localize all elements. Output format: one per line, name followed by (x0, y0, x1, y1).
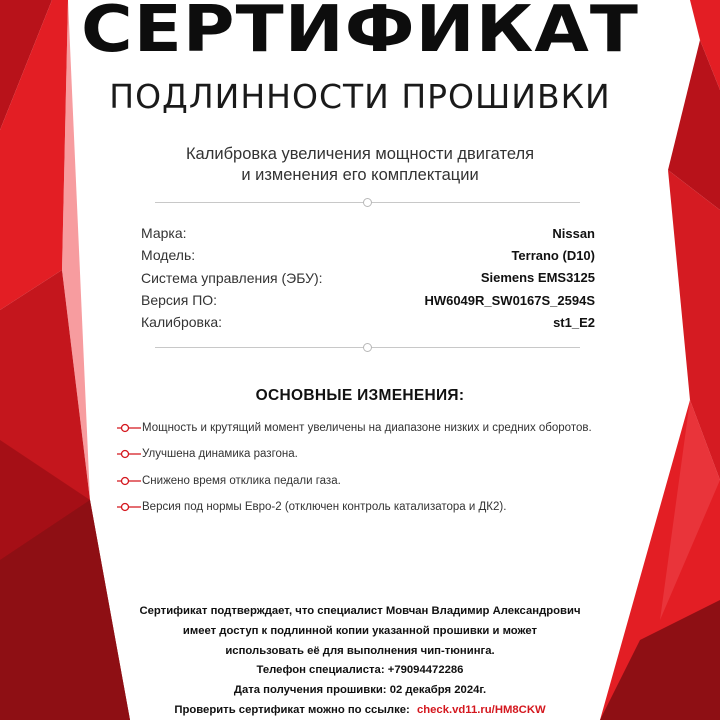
spec-value: Siemens EMS3125 (480, 270, 595, 286)
spec-label: Модель: (141, 247, 196, 264)
bullet-icon (116, 475, 142, 487)
list-item (116, 468, 676, 494)
bullet-icon (116, 501, 142, 513)
changes-title: ОСНОВНЫЕ ИЗМЕНЕНИЯ: (255, 387, 465, 404)
certificate-footer (0, 602, 720, 720)
footer-date: Дата получения прошивки: 02 декабря 2024г. (233, 684, 487, 697)
bullet-icon (116, 422, 142, 434)
list-item (116, 415, 676, 441)
footer-phone: Телефон специалиста: +79094472286 (256, 664, 464, 677)
spec-row-model (141, 244, 595, 266)
divider (155, 343, 580, 353)
spec-row-ecu (141, 267, 595, 289)
change-text: Улучшена динамика разгона. (142, 448, 298, 461)
changes-list (116, 415, 676, 520)
change-text: Снижено время отклика педали газа. (142, 474, 341, 487)
calibration-description-line: и изменения его комплектации (241, 166, 479, 184)
divider-dot (363, 198, 372, 207)
spec-label: Калибровка: (141, 314, 223, 331)
spec-value: Terrano (D10) (511, 247, 595, 263)
certificate-title: СЕРТИФИКАТ (80, 0, 640, 67)
list-item (116, 441, 676, 467)
check-link[interactable]: check.vd11.ru/HM8CKW (416, 703, 546, 716)
calibration-description (0, 144, 720, 186)
change-text: Версия под нормы Евро-2 (отключен контроль катализатора и ДК2). (142, 501, 507, 514)
footer-line: Сертификат подтверждает, что специалист Мовчан Владимир Александрович (139, 605, 581, 617)
footer-check (0, 701, 720, 720)
divider (155, 198, 580, 208)
bullet-icon (116, 448, 142, 460)
footer-line: использовать её для выполнения чип-тюнинга. (225, 644, 495, 657)
spec-value: Nissan (552, 225, 595, 241)
spec-label: Версия ПО: (141, 292, 218, 309)
spec-table (141, 222, 595, 333)
spec-value: HW6049R_SW0167S_2594S (424, 292, 595, 308)
list-item (116, 494, 676, 520)
change-text: Мощность и крутящий момент увеличены на диапазоне низких и средних оборотов. (142, 422, 592, 435)
spec-label: Система управления (ЭБУ): (141, 269, 323, 286)
certificate-subtitle: ПОДЛИННОСТИ ПРОШИВКИ (109, 77, 611, 116)
calibration-description-line: Калибровка увеличения мощности двигателя (185, 145, 535, 163)
spec-value: st1_E2 (553, 314, 595, 330)
spec-row-software (141, 289, 595, 311)
spec-row-calibration (141, 311, 595, 333)
spec-row-brand (141, 222, 595, 244)
footer-line: имеет доступ к подлинной копии указанной прошивки и может (182, 624, 538, 637)
spec-label: Марка: (141, 225, 187, 242)
divider-dot (363, 343, 372, 352)
check-text: Проверить сертификат можно по ссылке: (174, 703, 410, 716)
